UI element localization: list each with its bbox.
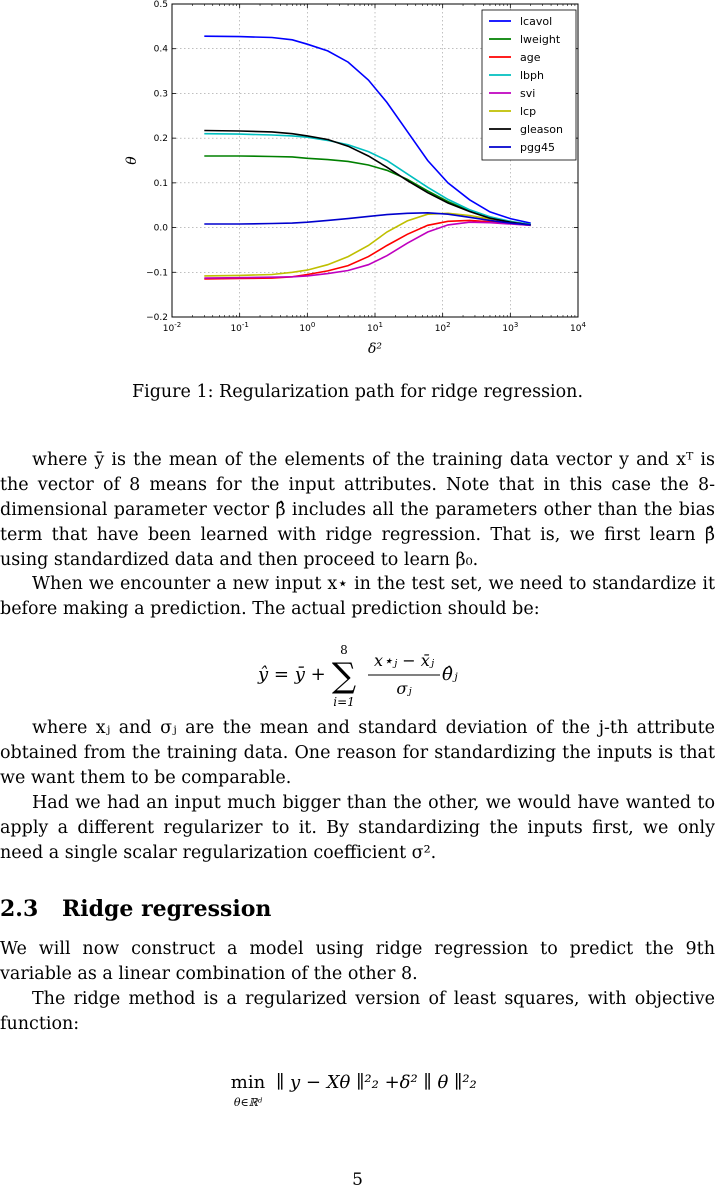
x-tick-label: $10^3$ [502,321,519,334]
legend-label-pgg45: pgg45 [520,141,555,154]
x-tick-label: $10^1$ [367,321,383,334]
regularization-path-chart [120,0,600,362]
y-tick-label: 0.5 [153,0,168,10]
legend-label-lcp: lcp [520,105,537,118]
x-tick-label: $10^0$ [299,321,316,334]
y-tick-label: 0.4 [153,44,168,55]
sum-symbol: ∑ [331,656,357,696]
legend-label-lbph: lbph [520,69,544,82]
equation-lhs: ŷ = ȳ + [258,664,326,685]
y-tick-label: 0.1 [153,178,168,189]
y-tick-label: −0.1 [146,268,168,279]
paragraph-standardization: where ȳ is the mean of the elements of the training data vector y and xᵀ is the vector of 8 means for the input attributes. Note that in this case the 8-dimensional parameter vector β̂ includes all the parameters other than the bias term that have been learned with ridge regression. That is, we first learn β̂ using standardized data and then proceed to learn β₀. [0,450,715,570]
legend-label-svi: svi [520,87,536,100]
y-axis-label: θ [124,156,140,165]
fraction-numerator: x⋆ⱼ − x̄ⱼ [373,651,435,670]
legend-label-age: age [520,51,541,64]
section-heading [0,896,271,922]
prediction-equation [250,640,470,712]
objective-min: min [230,1072,266,1093]
legend-label-lcavol: lcavol [520,15,553,28]
sum-upper-limit: 8 [340,643,348,657]
objective-subscript: θ∈ℝᵈ [233,1096,263,1109]
paragraph-new-input: When we encounter a new input x⋆ in the test set, we need to standardize it before making a prediction. The actual prediction should be: [0,574,715,619]
page-number: 5 [352,1170,363,1190]
x-tick-label: $10^{-1}$ [230,321,249,334]
x-axis-label: δ² [367,341,383,357]
y-tick-label: 0.2 [153,134,168,145]
figure [120,0,600,362]
legend-label-gleason: gleason [520,123,563,136]
paragraph-mean-std: where xⱼ and σⱼ are the mean and standard deviation of the j-th attribute obtained from the training data. One reason for standardizing the inputs is that we want them to be comparable. [0,718,715,788]
paragraph-regularizer: Had we had an input much bigger than the other, we would have wanted to apply a different regularizer to it. By standardizing the inputs first, we only need a single scalar regularization coefficient σ². [0,793,715,863]
fraction-denominator: σⱼ [396,679,412,698]
section-number: 2.3 [0,896,39,922]
paragraph-ridge-method: The ridge method is a regularized version of least squares, with objective function: [0,989,715,1034]
objective-equation [228,1068,498,1114]
legend-label-lweight: lweight [520,33,561,46]
objective-body: ∥ y − Xθ ∥²₂ +δ² ∥ θ ∥²₂ [276,1072,477,1093]
sum-lower-limit: i=1 [333,695,355,709]
x-tick-label: $10^{-2}$ [162,321,182,334]
x-tick-label: $10^2$ [434,321,451,334]
paragraph-model-intro: We will now construct a model using ridge regression to predict the 9th variable as a linear combination of the other 8. [0,939,715,984]
section-title: Ridge regression [62,896,272,922]
x-tick-label: $10^4$ [570,321,586,334]
equation-tail: θ̂ⱼ [442,664,458,685]
y-tick-label: 0.0 [153,223,168,234]
figure-caption: Figure 1: Regularization path for ridge regression. [131,382,584,402]
y-tick-label: 0.3 [153,89,168,100]
y-tick-label: −0.2 [146,313,168,323]
